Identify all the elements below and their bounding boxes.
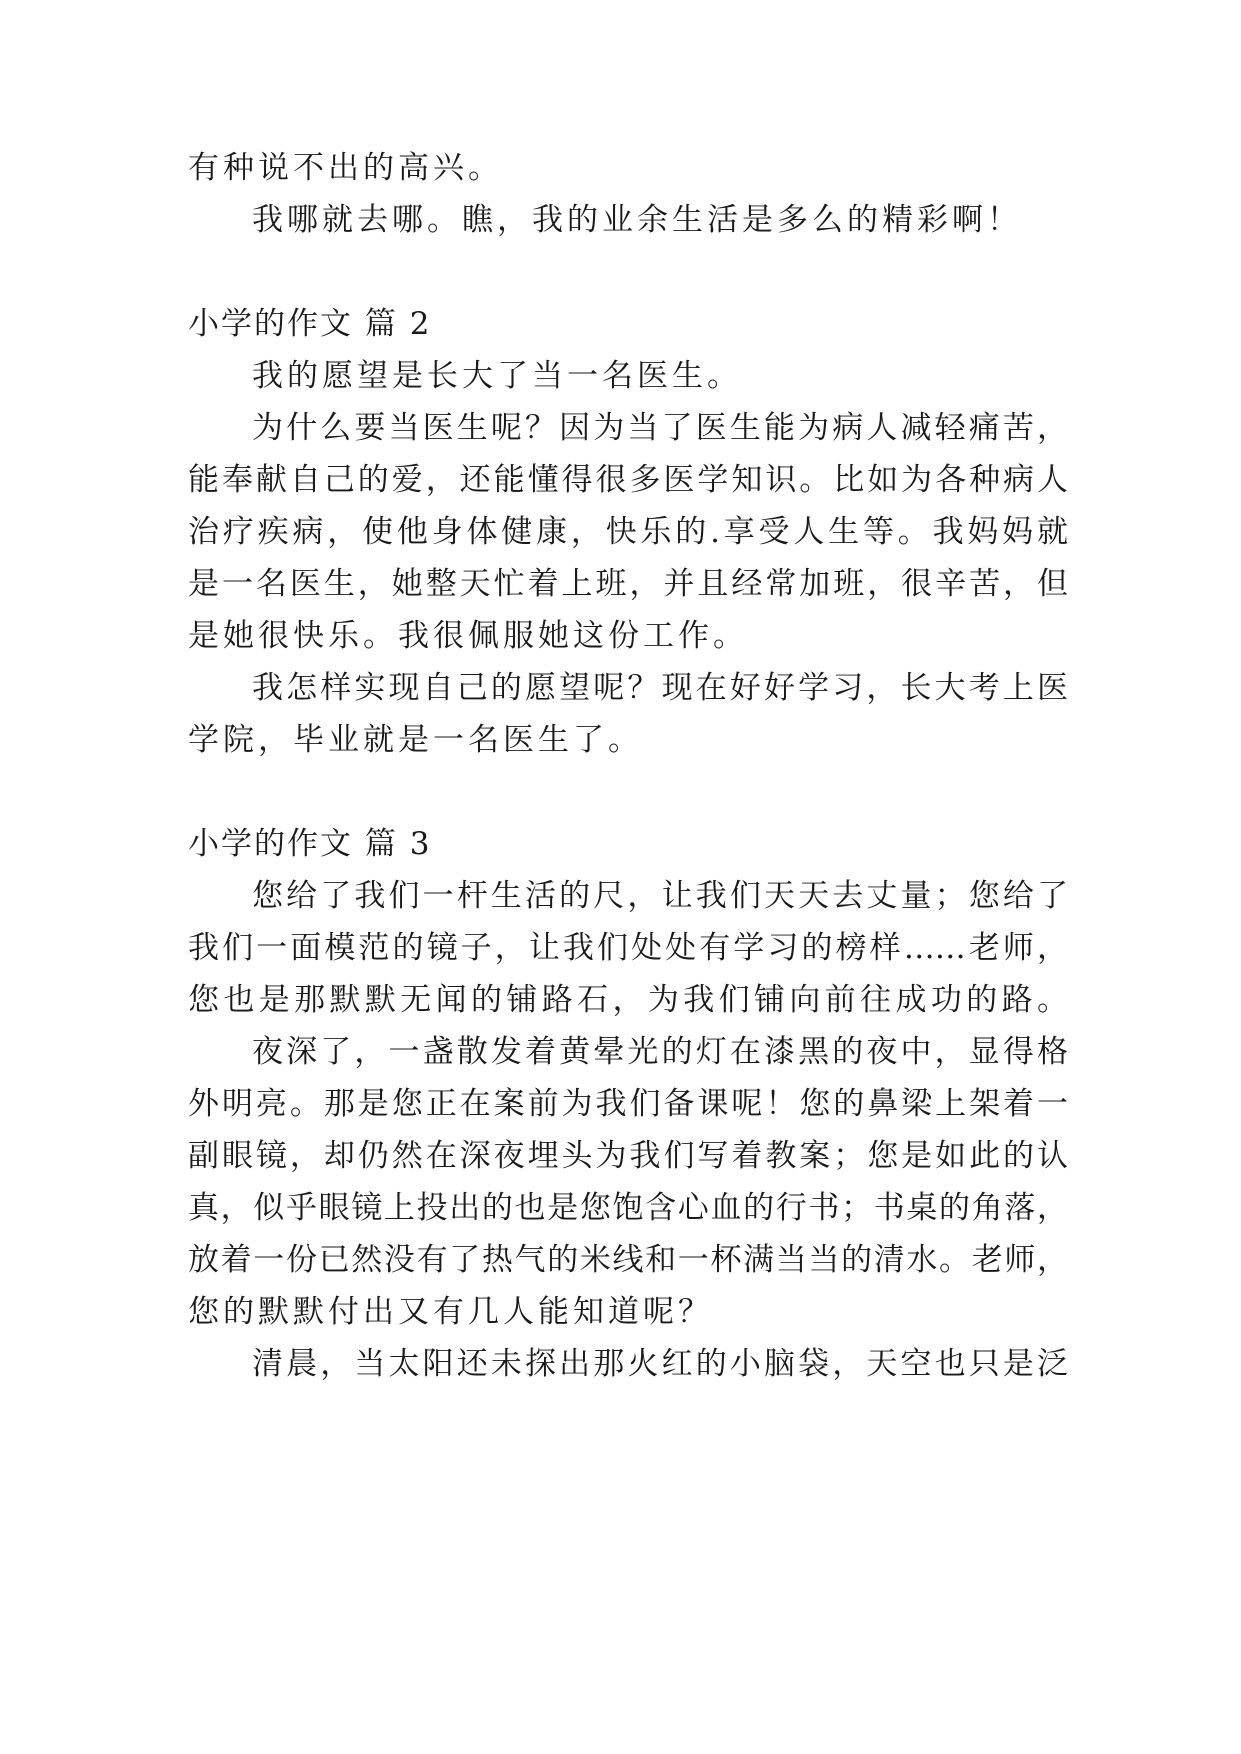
paragraph-line: 我哪就去哪。瞧，我的业余生活是多么的精彩啊！ (252, 202, 1022, 238)
paragraph-line: 我的愿望是长大了当一名医生。 (252, 358, 742, 394)
text-line: 副眼镜，却仍然在深夜埋头为我们写着教案；您是如此的认 (188, 1138, 1068, 1174)
paragraph-line: 为什么要当医生呢？因为当了医生能为病人减轻痛苦， (252, 410, 1068, 446)
paragraph-line: 我怎样实现自己的愿望呢？现在好好学习，长大考上医 (252, 670, 1068, 706)
paragraph-line: 您给了我们一杆生活的尺，让我们天天去丈量；您给了 (252, 878, 1068, 914)
text-line: 我们一面模范的镜子，让我们处处有学习的榜样……老师， (188, 930, 1068, 966)
text-line: 学院，毕业就是一名医生了。 (188, 722, 643, 758)
text-line: 放着一份已然没有了热气的米线和一杯满当当的清水。老师， (188, 1242, 1068, 1278)
text-line: 是她很快乐。我很佩服她这份工作。 (188, 618, 748, 654)
section-heading: 小学的作文 篇 2 (188, 306, 432, 342)
text-line: 您的默默付出又有几人能知道呢？ (188, 1294, 713, 1330)
text-line: 真，似乎眼镜上投出的也是您饱含心血的行书；书桌的角落， (188, 1190, 1068, 1226)
paragraph-line: 清晨，当太阳还未探出那火红的小脑袋，天空也只是泛 (252, 1346, 1068, 1382)
section-heading: 小学的作文 篇 3 (188, 826, 432, 862)
text-line: 治疗疾病，使他身体健康，快乐的.享受人生等。我妈妈就 (188, 514, 1068, 550)
text-line: 能奉献自己的爱，还能懂得很多医学知识。比如为各种病人 (188, 462, 1068, 498)
paragraph-line: 夜深了，一盏散发着黄晕光的灯在漆黑的夜中，显得格 (252, 1034, 1068, 1070)
text-line: 有种说不出的高兴。 (188, 150, 503, 186)
text-line: 是一名医生，她整天忙着上班，并且经常加班，很辛苦，但 (188, 566, 1068, 602)
text-line: 外明亮。那是您正在案前为我们备课呢！您的鼻梁上架着一 (188, 1086, 1068, 1122)
text-line: 您也是那默默无闻的铺路石，为我们铺向前往成功的路。 (188, 982, 1068, 1018)
